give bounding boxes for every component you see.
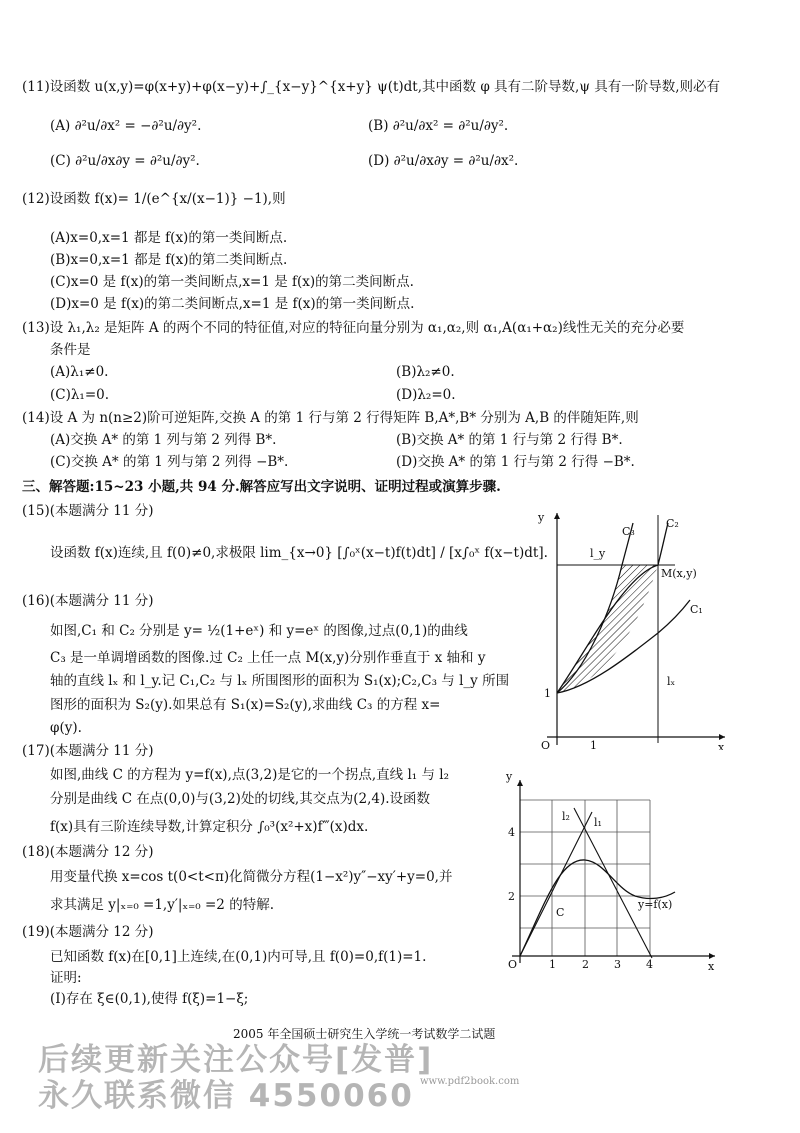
fig2-x-label: x (708, 960, 715, 973)
q13-stem-line2: 条件是 (50, 342, 91, 358)
page-footer: 2005 年全国硕士研究生入学统一考试数学二试题 (233, 1027, 496, 1041)
q18-line2: 求其满足 y|ₓ₌₀ =1,y′|ₓ₌₀ =2 的特解. (50, 897, 274, 913)
q12-option-a: (A)x=0,x=1 都是 f(x)的第一类间断点. (50, 230, 288, 246)
footer-site: www.pdf2book.com (420, 1076, 520, 1087)
q18-line1: 用变量代换 x=cos t(0<t<π)化简微分方程(1−x²)y″−xy′+y=0,并 (50, 869, 453, 885)
q13-option-b: (B)λ₂≠0. (396, 364, 455, 380)
fig2-l2-label: l₂ (562, 810, 570, 823)
fig1-c1-label: C₁ (690, 603, 703, 616)
q16-header: (16)(本题满分 11 分) (22, 593, 154, 609)
fig2-yfx-label: y=f(x) (638, 898, 673, 911)
fig1-x-label: x (718, 741, 725, 750)
fig1-lx-label: lₓ (667, 675, 676, 688)
q11-option-d: (D) ∂²u/∂x∂y = ∂²u/∂x². (368, 153, 519, 169)
q16-line3: 轴的直线 lₓ 和 l_y.记 C₁,C₂ 与 lₓ 所围图形的面积为 S₁(x);C₂,C₃ 与 l_y 所围 (50, 673, 510, 689)
q17-line2: 分别是曲线 C 在点(0,0)与(3,2)处的切线,其交点为(2,4).设函数 (50, 791, 431, 807)
fig2-tick-y-2: 2 (508, 890, 515, 903)
q16-line2: C₃ 是一单调增函数的图像.过 C₂ 上任一点 M(x,y)分别作垂直于 x 轴和 y (50, 650, 486, 666)
fig1-origin: O (541, 739, 551, 750)
fig2-tick-x-4: 4 (646, 958, 653, 971)
q19-header: (19)(本题满分 12 分) (22, 924, 154, 940)
q13-option-c: (C)λ₁=0. (50, 387, 110, 403)
q14-option-b: (B)交换 A* 的第 1 行与第 2 行得 B*. (396, 432, 623, 448)
fig2-tick-x-1: 1 (549, 958, 556, 971)
section-3-heading: 三、解答题:15~23 小题,共 94 分.解答应写出文字说明、证明过程或演算步骤. (22, 479, 501, 495)
line-l2 (520, 812, 592, 956)
q14-option-d: (D)交换 A* 的第 1 行与第 2 行得 −B*. (396, 454, 635, 470)
q11-option-b: (B) ∂²u/∂x² = ∂²u/∂y². (368, 118, 509, 134)
figure-q17 (500, 768, 725, 973)
fig2-tick-y-4: 4 (508, 826, 515, 839)
q12-option-d: (D)x=0 是 f(x)的第二类间断点,x=1 是 f(x)的第一类间断点. (50, 296, 415, 312)
q14-stem: (14)设 A 为 n(n≥2)阶可逆矩阵,交换 A 的第 1 行与第 2 行得矩阵 B,A*,B* 分别为 A,B 的伴随矩阵,则 (22, 410, 639, 426)
fig2-c-label: C (556, 906, 565, 919)
fig1-point-m: M(x,y) (661, 567, 697, 580)
q18-header: (18)(本题满分 12 分) (22, 844, 154, 860)
grid (520, 800, 650, 956)
q15-header: (15)(本题满分 11 分) (22, 503, 154, 519)
q16-line1: 如图,C₁ 和 C₂ 分别是 y= ½(1+eˣ) 和 y=eˣ 的图像,过点(0,1)的曲线 (50, 623, 468, 639)
q19-line1: 已知函数 f(x)在[0,1]上连续,在(0,1)内可导,且 f(0)=0,f(1)=1. (50, 949, 427, 965)
watermark-line1: 后续更新关注公众号[发普] (38, 1042, 434, 1078)
y-axis-arrow (517, 780, 523, 786)
fig1-tick-x-1: 1 (590, 739, 597, 750)
q13-option-a: (A)λ₁≠0. (50, 364, 109, 380)
watermark-line2: 永久联系微信 4550060 (38, 1078, 414, 1114)
q17-header: (17)(本题满分 11 分) (22, 743, 154, 759)
fig1-y-label: y (538, 511, 545, 524)
fig2-origin: O (508, 958, 518, 971)
q12-option-b: (B)x=0,x=1 都是 f(x)的第二类间断点. (50, 252, 288, 268)
q12-option-c: (C)x=0 是 f(x)的第一类间断点,x=1 是 f(x)的第二类间断点. (50, 274, 414, 290)
q14-option-c: (C)交换 A* 的第 1 列与第 2 列得 −B*. (50, 454, 289, 470)
fig1-c2-label: C₂ (666, 517, 679, 530)
fig1-tick-y-1: 1 (544, 687, 551, 700)
line-l1 (574, 808, 652, 958)
q12-stem: (12)设函数 f(x)= 1/(e^{x/(x−1)} −1),则 (22, 191, 286, 207)
q13-stem-line1: (13)设 λ₁,λ₂ 是矩阵 A 的两个不同的特征值,对应的特征向量分别为 α₁,α₂,则 α₁,A(α₁+α₂)线性无关的充分必要 (22, 320, 685, 336)
fig2-y-label: y (506, 770, 513, 783)
q17-line1: 如图,曲线 C 的方程为 y=f(x),点(3,2)是它的一个拐点,直线 l₁ 与 l₂ (50, 767, 449, 783)
fig1-ly-label: l_y (590, 547, 606, 560)
fig1-c3-label: C₃ (622, 525, 635, 538)
x-axis-arrow (709, 953, 715, 959)
q19-line3: (Ⅰ)存在 ξ∈(0,1),使得 f(ξ)=1−ξ; (50, 991, 249, 1007)
q19-line2: 证明: (50, 970, 82, 986)
q14-option-a: (A)交换 A* 的第 1 列与第 2 列得 B*. (50, 432, 277, 448)
fig2-tick-x-2: 2 (582, 958, 589, 971)
q16-line4: 图形的面积为 S₂(y).如果总有 S₁(x)=S₂(y),求曲线 C₃ 的方程 x= (50, 697, 441, 713)
q11-option-c: (C) ∂²u/∂x∂y = ∂²u/∂y². (50, 153, 200, 169)
fig2-l1-label: l₁ (594, 816, 602, 829)
q11-stem: (11)设函数 u(x,y)=φ(x+y)+φ(x−y)+∫_{x−y}^{x+y} ψ(t)dt,其中函数 φ 具有二阶导数,ψ 具有一阶导数,则必有 (22, 79, 721, 95)
q16-line5: φ(y). (50, 720, 82, 736)
q11-option-a: (A) ∂²u/∂x² = −∂²u/∂y². (50, 118, 202, 134)
q13-option-d: (D)λ₂=0. (396, 387, 456, 403)
y-axis-arrow (554, 513, 560, 519)
fig2-tick-x-3: 3 (614, 958, 621, 971)
q15-body: 设函数 f(x)连续,且 f(0)≠0,求极限 lim_{x→0} [∫₀ˣ(x−t)f(t)dt] / [x∫₀ˣ f(x−t)dt]. (50, 545, 548, 561)
q17-line3: f(x)具有三阶连续导数,计算定积分 ∫₀³(x²+x)f‴(x)dx. (50, 819, 369, 835)
figure-q16 (530, 505, 730, 750)
x-axis-arrow (719, 734, 725, 740)
